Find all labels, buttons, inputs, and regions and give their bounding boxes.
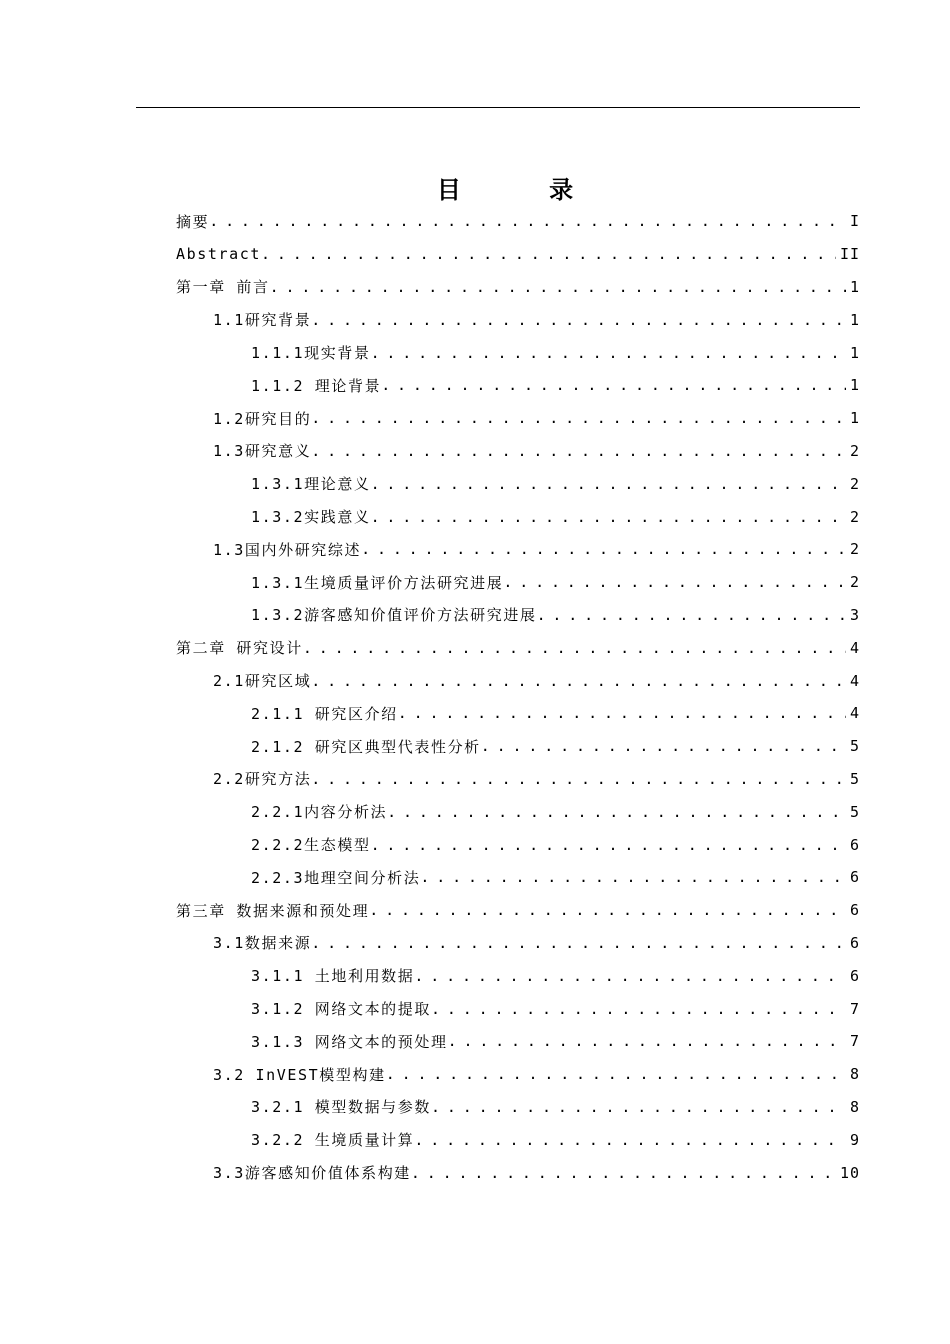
toc-entry-label: 3.2.2 生境质量计算	[251, 1131, 415, 1150]
toc-entry-page: 1	[849, 343, 860, 362]
toc-entry-page: 4	[849, 638, 860, 657]
toc-leader-dots	[270, 278, 846, 296]
toc-entry-label: Abstract	[176, 245, 262, 264]
toc-leader-dots	[311, 311, 846, 329]
toc-leader-dots	[448, 1032, 846, 1050]
toc-leader-dots	[431, 1098, 846, 1116]
toc-list	[0, 205, 950, 1189]
toc-leader-dots	[414, 967, 846, 985]
toc-entry-label: 3.1.3 网络文本的预处理	[251, 1032, 448, 1051]
toc-entry[interactable]	[0, 369, 950, 402]
toc-entry[interactable]	[0, 1156, 950, 1189]
toc-entry-label: 3.3游客感知价值体系构建	[213, 1164, 411, 1182]
toc-leader-dots	[311, 672, 846, 690]
toc-entry[interactable]	[0, 271, 950, 304]
toc-leader-dots	[371, 836, 846, 854]
toc-entry-page: 9	[849, 1130, 860, 1149]
toc-entry-page: 2	[849, 474, 860, 493]
toc-entry[interactable]	[0, 894, 950, 927]
toc-leader-dots	[431, 1000, 846, 1018]
toc-leader-dots	[369, 901, 846, 919]
toc-leader-dots	[311, 770, 846, 788]
toc-entry[interactable]	[0, 927, 950, 960]
toc-entry[interactable]	[0, 795, 950, 828]
toc-entry[interactable]	[0, 664, 950, 697]
toc-leader-dots	[361, 540, 846, 558]
toc-entry[interactable]	[0, 566, 950, 599]
toc-entry[interactable]	[0, 1025, 950, 1058]
toc-entry[interactable]	[0, 205, 950, 238]
toc-entry-label: 1.1研究背景	[213, 311, 312, 330]
toc-entry-page: 6	[849, 835, 860, 854]
toc-entry[interactable]	[0, 435, 950, 468]
toc-entry-page: 4	[849, 704, 860, 723]
toc-entry-label: 3.2.1 模型数据与参数	[251, 1098, 431, 1117]
toc-entry-page: 2	[849, 573, 860, 592]
toc-entry-label: 2.2研究方法	[213, 770, 312, 789]
toc-entry-label: 3.1.1 土地利用数据	[251, 967, 415, 986]
toc-entry-label: 3.1.2 网络文本的提取	[251, 1000, 431, 1019]
toc-entry-page: 3	[849, 605, 860, 624]
toc-entry[interactable]	[0, 336, 950, 369]
toc-title: 目 录	[436, 176, 614, 205]
toc-leader-dots	[420, 868, 846, 886]
toc-entry-page: 8	[849, 1097, 860, 1116]
toc-entry-label: 2.2.3地理空间分析法	[251, 868, 421, 887]
toc-entry-label: 1.1.1现实背景	[251, 344, 371, 363]
toc-entry-page: 2	[849, 540, 860, 559]
toc-entry-page: 5	[849, 769, 860, 788]
toc-entry-page: I	[849, 212, 860, 231]
toc-leader-dots	[481, 737, 846, 755]
toc-entry[interactable]	[0, 730, 950, 763]
toc-entry-page: II	[839, 245, 860, 264]
toc-leader-dots	[411, 1164, 836, 1182]
toc-entry-page: 1	[849, 277, 860, 296]
toc-entry[interactable]	[0, 467, 950, 500]
toc-entry[interactable]	[0, 631, 950, 664]
toc-entry-label: 1.3.2实践意义	[251, 508, 371, 527]
toc-entry-page: 2	[849, 441, 860, 460]
toc-entry-page: 6	[849, 966, 860, 985]
toc-leader-dots	[311, 934, 846, 952]
toc-leader-dots	[537, 606, 846, 624]
toc-entry-label: 2.2.2生态模型	[251, 836, 371, 855]
toc-entry-label: 第一章 前言	[176, 278, 270, 297]
toc-entry-page: 6	[849, 901, 860, 920]
toc-entry-label: 3.2 InVEST模型构建	[213, 1065, 386, 1084]
toc-leader-dots	[261, 245, 836, 263]
toc-entry-label: 1.3.1理论意义	[251, 475, 371, 494]
toc-entry[interactable]	[0, 959, 950, 992]
toc-entry-page: 6	[849, 933, 860, 952]
toc-entry-page: 7	[849, 1032, 860, 1051]
toc-entry-label: 1.3国内外研究综述	[213, 540, 362, 559]
toc-leader-dots	[414, 1131, 846, 1149]
toc-entry-page: 8	[849, 1065, 860, 1084]
toc-entry[interactable]	[0, 599, 950, 632]
toc-leader-dots	[371, 508, 846, 526]
toc-entry-label: 第三章 数据来源和预处理	[176, 901, 370, 920]
toc-leader-dots	[209, 212, 846, 230]
toc-entry-label: 2.2.1内容分析法	[251, 803, 388, 822]
toc-entry-label: 1.3.2游客感知价值评价方法研究进展	[251, 606, 537, 625]
toc-leader-dots	[303, 639, 846, 657]
toc-entry[interactable]	[0, 402, 950, 435]
header-rule	[136, 107, 860, 108]
toc-entry[interactable]	[0, 238, 950, 271]
toc-entry-label: 摘要	[176, 212, 210, 231]
toc-entry-page: 4	[849, 671, 860, 690]
toc-entry[interactable]	[0, 1091, 950, 1124]
toc-entry-label: 2.1.2 研究区典型代表性分析	[251, 737, 481, 756]
toc-entry[interactable]	[0, 1123, 950, 1156]
toc-entry-page: 7	[849, 999, 860, 1018]
toc-entry-label: 2.1研究区域	[213, 672, 312, 691]
toc-entry[interactable]	[0, 992, 950, 1025]
toc-entry-page: 6	[849, 868, 860, 887]
toc-entry-label: 2.1.1 研究区介绍	[251, 704, 398, 723]
toc-entry-page: 2	[849, 507, 860, 526]
toc-entry-page: 1	[849, 409, 860, 428]
toc-entry-page: 5	[849, 737, 860, 756]
toc-entry[interactable]	[0, 697, 950, 730]
toc-entry-label: 1.2研究目的	[213, 409, 312, 428]
toc-entry-page: 5	[849, 802, 860, 821]
toc-entry-label: 第二章 研究设计	[176, 639, 303, 658]
toc-entry-label: 3.1数据来源	[213, 934, 312, 953]
toc-entry-label: 1.1.2 理论背景	[251, 376, 382, 395]
toc-leader-dots	[387, 803, 846, 821]
toc-entry-page: 1	[849, 310, 860, 329]
toc-entry[interactable]	[0, 861, 950, 894]
toc-leader-dots	[398, 704, 846, 722]
toc-entry[interactable]	[0, 500, 950, 533]
toc-entry[interactable]	[0, 533, 950, 566]
toc-entry[interactable]	[0, 763, 950, 796]
toc-entry-page: 10	[839, 1163, 860, 1182]
toc-entry-label: 1.3.1生境质量评价方法研究进展	[251, 573, 504, 592]
toc-leader-dots	[503, 573, 846, 591]
toc-entry-label: 1.3研究意义	[213, 442, 312, 461]
toc-leader-dots	[386, 1065, 846, 1083]
toc-entry[interactable]	[0, 1058, 950, 1091]
toc-leader-dots	[311, 409, 846, 427]
toc-leader-dots	[371, 344, 846, 362]
toc-entry[interactable]	[0, 828, 950, 861]
toc-leader-dots	[371, 475, 846, 493]
toc-entry[interactable]	[0, 303, 950, 336]
toc-leader-dots	[311, 442, 846, 460]
toc-entry-page: 1	[849, 376, 860, 395]
toc-leader-dots	[381, 376, 846, 394]
